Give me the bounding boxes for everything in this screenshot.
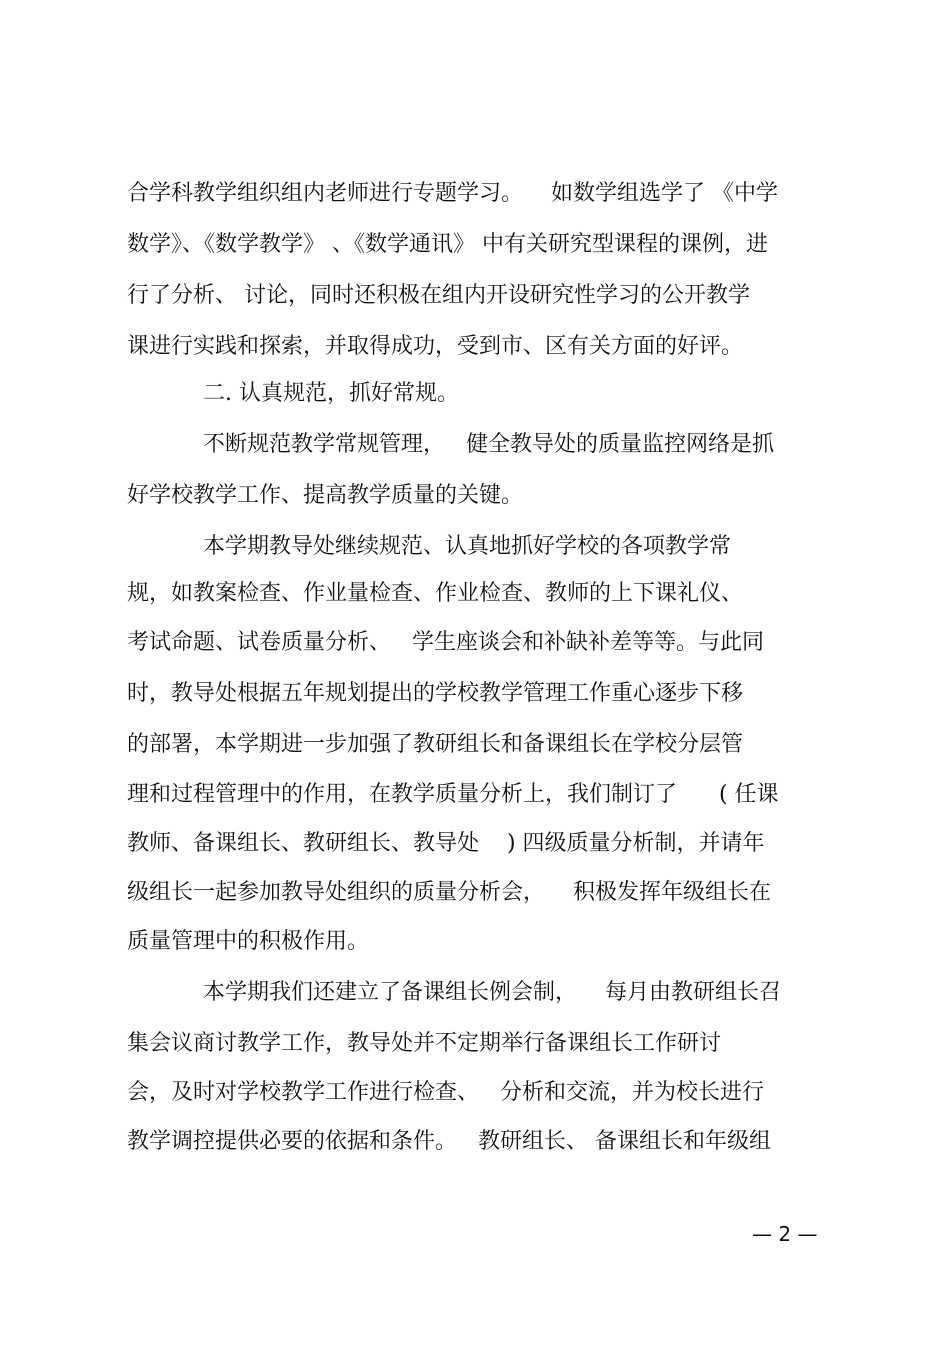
- text-line: 数学》、《数学教学》 、《数学通讯》 中有关研究型课程的课例，进: [127, 232, 768, 257]
- text-line: 好学校教学工作、提高教学质量的关键。: [127, 483, 524, 508]
- text-line: 考试命题、试卷质量分析、 学生座谈会和补缺补差等等。与此同: [127, 630, 764, 655]
- text-line: 的部署，本学期进一步加强了教研组长和备课组长在学校分层管: [127, 732, 744, 757]
- text-line: 集会议商讨教学工作，教导处并不定期举行备课组长工作研讨: [127, 1031, 722, 1056]
- text-line: 会，及时对学校教学工作进行检查、 分析和交流，并为校长进行: [127, 1080, 764, 1105]
- text-line: 本学期我们还建立了备课组长例会制， 每月由教研组长召: [203, 980, 781, 1005]
- text-line: 教师、备课组长、教研组长、教导处 ) 四级质量分析制，并请年: [127, 831, 765, 856]
- text-line: 合学科教学组织组内老师进行专题学习。 如数学组选学了 《中学: [127, 181, 778, 206]
- section-heading: 二. 认真规范，抓好常规。: [203, 381, 459, 406]
- text-line: 规，如教案检查、作业量检查、作业检查、教师的上下课礼仪、: [127, 581, 744, 606]
- text-line: 级组长一起参加教导处组织的质量分析会， 积极发挥年级组长在: [127, 880, 771, 905]
- text-line: 不断规范教学常规管理， 健全教导处的质量监控网络是抓: [203, 432, 774, 457]
- text-line: 本学期教导处继续规范、认真地抓好学校的各项教学常: [203, 534, 732, 559]
- page-number: — 2 —: [752, 1222, 818, 1246]
- text-line: 课进行实践和探索，并取得成功，受到市、区有关方面的好评。: [127, 334, 744, 359]
- text-line: 行了分析、 讨论，同时还积极在组内开设研究性学习的公开教学: [127, 283, 750, 308]
- text-line: 质量管理中的积极作用。: [127, 929, 370, 954]
- text-line: 教学调控提供必要的依据和条件。 教研组长、 备课组长和年级组: [127, 1129, 771, 1154]
- text-line: 理和过程管理中的作用，在教学质量分析上，我们制订了 ( 任课: [127, 782, 779, 807]
- text-line: 时，教导处根据五年规划提出的学校教学管理工作重心逐步下移: [127, 681, 744, 706]
